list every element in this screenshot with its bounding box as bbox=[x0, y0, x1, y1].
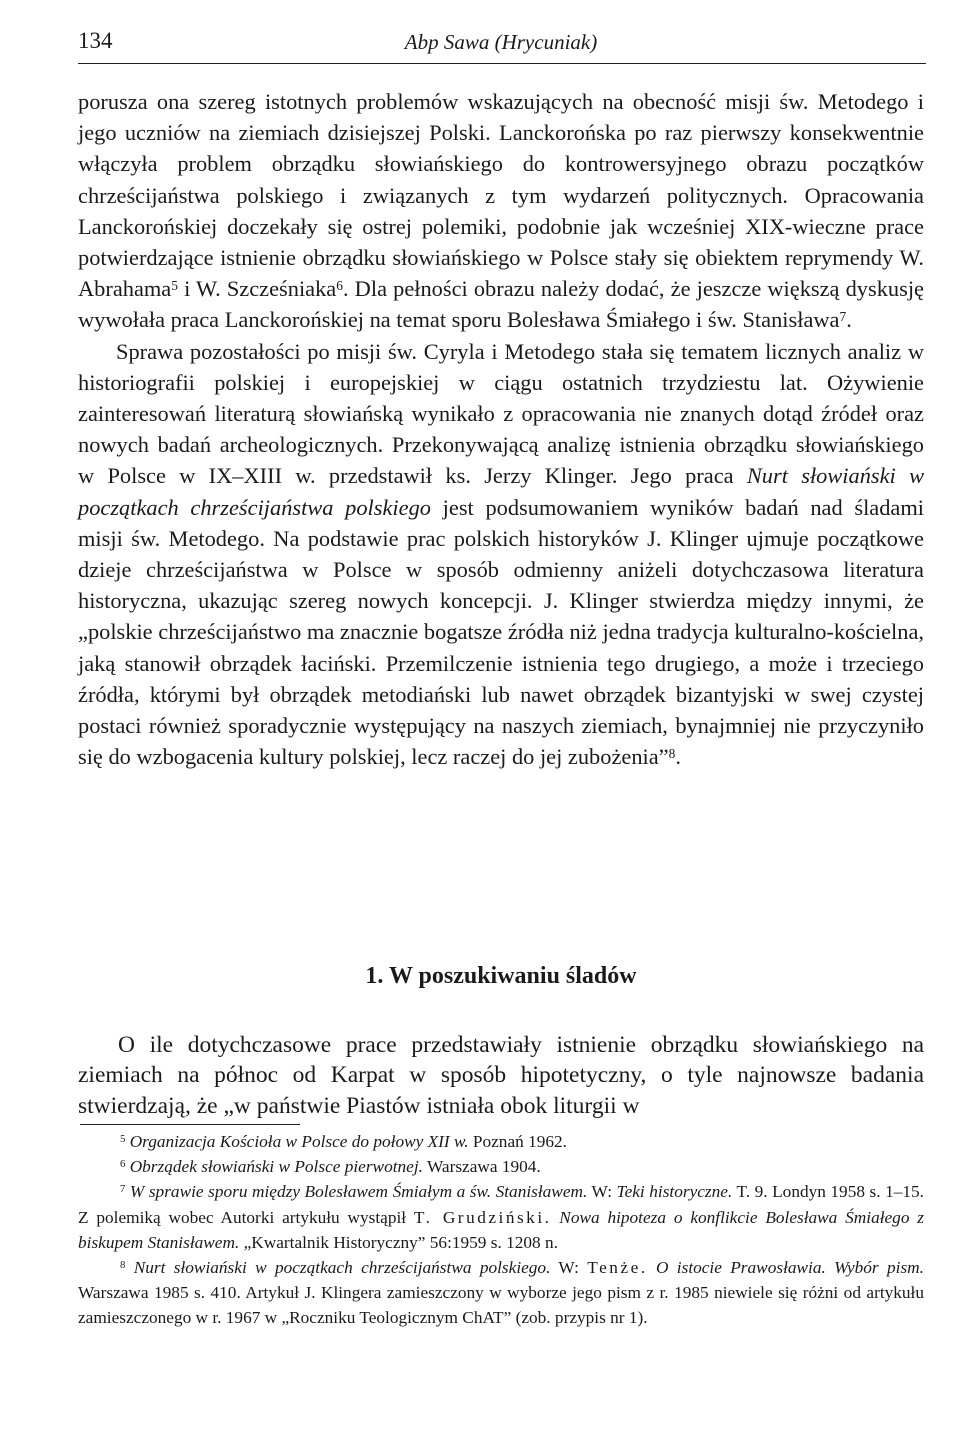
section-heading: 1. W poszukiwaniu śladów bbox=[365, 963, 637, 989]
footnote-6-number: 6 bbox=[120, 1157, 126, 1170]
footnotes bbox=[78, 1129, 924, 1331]
footnote-7-journal: Teki historyczne. bbox=[616, 1182, 733, 1202]
footnote-ref-8: 8 bbox=[668, 746, 676, 762]
footnote-8-w: W: bbox=[550, 1258, 588, 1278]
footnote-8-rest: Warszawa 1985 s. 410. Artykuł J. Klingera zamieszczony w wyborze jego pism z r. 1985 niewiele się różni od artykułu zamieszczonego w r. 1967 w „Roczniku Teologicznym ChAT” (zob. przypis nr 1). bbox=[78, 1283, 924, 1328]
footnote-8-author: Tenże. bbox=[587, 1258, 648, 1278]
paragraph-1-text-d: . Dla pełności obrazu należy dodać, że jeszcze większą dyskusję wywołała praca Lanckorońskiej na temat sporu Bolesława Śmiałego i św. Stanisława bbox=[78, 276, 924, 333]
paragraph-1-text-e: . bbox=[846, 307, 852, 333]
page-header bbox=[78, 28, 924, 62]
footnote-8-number: 8 bbox=[120, 1258, 126, 1271]
footnote-7-rest-2: „Kwartalnik Historyczny” 56:1959 s. 1208 n. bbox=[239, 1232, 558, 1252]
footnote-7-author: T. Grudziński. bbox=[413, 1207, 552, 1227]
running-head: Abp Sawa (Hrycuniak) bbox=[404, 30, 598, 54]
footnote-5-title: Organizacja Kościoła w Polsce do połowy XII w. bbox=[129, 1132, 469, 1151]
section-paragraph-1: O ile dotychczasowe prace przedstawiały istnienie obrządku słowiańskiego na ziemiach na północ od Karpat w sposób hipotetyczny, o tyle najnowsze badania stwierdzają, że „w państwie Piastów istniała obok liturgii w bbox=[78, 1032, 924, 1119]
paragraph-1-text-a: porusza ona szereg istotnych problemów wskazujących na obecność misji św. Metodego i jego uczniów na ziemiach dzisiejszej Polski. Lanckorońska po raz pierwszy konsekwentnie włączyła problem obrządku słowiańskiego do kontrowersyjnego obrazu początków chrześcijaństwa polskiego i związanych z tym wydarzeń politycznych. bbox=[78, 89, 924, 208]
footnote-7-rest-1: T. 9. Londyn 1958 s. 1–15. Z polemiką wobec Autorki artykułu wystąpił bbox=[78, 1182, 924, 1227]
footnote-7-number: 7 bbox=[120, 1183, 126, 1196]
footnote-6-title: Obrządek słowiański w Polsce pierwotnej. bbox=[129, 1157, 423, 1177]
footnote-5-number: 5 bbox=[120, 1132, 126, 1145]
header-rule bbox=[78, 63, 926, 64]
footnote-8-title: Nurt słowiański w początkach chrześcijaństwa polskiego. bbox=[133, 1258, 551, 1278]
footnote-ref-7: 7 bbox=[839, 309, 847, 325]
footnote-6-rest: Warszawa 1904. bbox=[422, 1157, 541, 1177]
paragraph-2-text-c: . bbox=[675, 744, 681, 770]
paragraph-2-text-b: jest podsumowaniem wyników badań nad śladami misji św. Metodego. Na podstawie prac polskich historyków J. Klinger ujmuje początkowe dzieje chrześcijaństwa w Polsce w sposób odmienny aniżeli dotychczasowa literatura historyczna, ukazując szereg nowych koncepcji. J. Klinger stwierdza między innymi, że „polskie chrześcijaństwo ma znacznie bogatsze źródła niż jedna tradycja kulturalno-kościelna, jaką stanowił obrządek łaciński. Przemilczenie istnienia tego drugiego, a może i trzeciego źródła, którymi był obrządek metodiański lub nawet obrządek bizantyjski w swej czystej postaci również sporadycznie występujący na naszych ziemiach, bynajmniej nie przyczyniło się do wzbogacenia kultury polskiej, lecz raczej do jej zubożenia” bbox=[78, 494, 924, 770]
footnote-6 bbox=[78, 1154, 924, 1179]
paragraph-1-text-b: Opracowania Lanckorońskiej doczekały się ostrej polemiki, podobnie jak wcześniej XIX-wieczne prace potwierdzające istnienie obrządku słowiańskiego w Polsce stały się obiektem reprymendy W. Abrahama bbox=[78, 182, 924, 302]
footnote-ref-5: 5 bbox=[171, 278, 178, 294]
body-text bbox=[78, 86, 924, 772]
footnote-7 bbox=[78, 1179, 924, 1255]
page-number: 134 bbox=[78, 28, 113, 53]
paragraph-2-text-a: Sprawa pozostałości po misji św. Cyryla i Metodego stała się tematem licznych analiz w historiografii polskiej i europejskiej w ciągu ostatnich trzydziestu lat. Ożywienie zainteresowań literaturą słowiańską wynikało z opracowania nie znanych dotąd źródeł oraz nowych badań archeologicznych. Przekonywającą analizę istnienia obrządku słowiańskiego w Polsce w IX–XIII w. przedstawił ks. Jerzy Klinger. Jego praca bbox=[78, 338, 924, 489]
paragraph-2 bbox=[78, 336, 924, 773]
footnote-8 bbox=[78, 1255, 924, 1331]
footnote-5-rest: Poznań 1962. bbox=[468, 1132, 567, 1151]
section-text bbox=[78, 1030, 924, 1121]
footnote-7-title-2: Nowa hipoteza o konflikcie Bolesława Śmiałego z biskupem Stanisławem. bbox=[78, 1207, 925, 1252]
book-title: Nurt słowiański w początkach chrześcijaństwa polskiego bbox=[78, 463, 924, 520]
footnote-7-title: W sprawie sporu między Bolesławem Śmiałym a św. Stanisławem. bbox=[129, 1182, 588, 1202]
paragraph-1 bbox=[78, 86, 924, 336]
footnote-8-title-2: O istocie Prawosławia. Wybór pism. bbox=[655, 1258, 924, 1278]
footnote-8-space bbox=[648, 1258, 656, 1277]
paragraph-1-text-c: i W. Szcześniaka bbox=[177, 276, 337, 302]
footnote-ref-6: 6 bbox=[336, 278, 343, 294]
footnote-rule bbox=[80, 1124, 300, 1125]
footnote-7-w: W: bbox=[587, 1182, 617, 1202]
footnote-5 bbox=[78, 1129, 924, 1154]
